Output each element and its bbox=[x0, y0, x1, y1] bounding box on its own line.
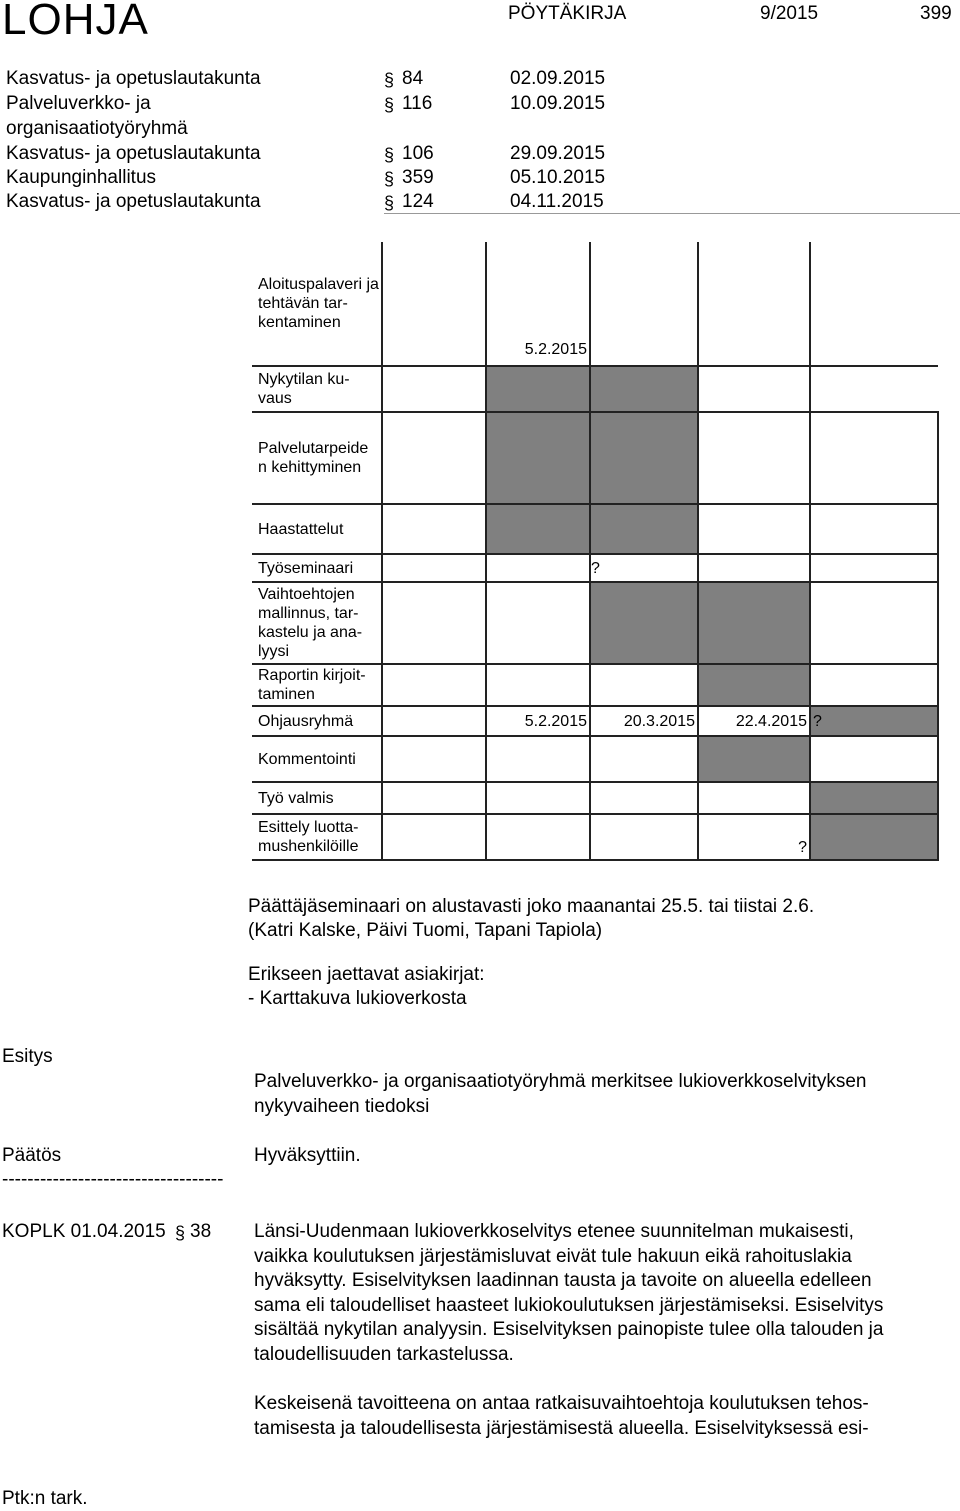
schedule-date: ? bbox=[810, 706, 938, 736]
koplk-paragraph-line: sama eli taloudelliset haasteet lukiokoulutuksen järjestämiseksi. Esiselvitys bbox=[254, 1294, 884, 1316]
schedule-task-label: Työ valmis bbox=[252, 782, 382, 814]
separator-line: ----------------------------------- bbox=[2, 1169, 224, 1190]
history-section: 116 bbox=[402, 93, 433, 114]
schedule-bar bbox=[698, 736, 810, 782]
seminar-note: Päättäjäseminaari on alustavasti joko maanantai 25.5. tai tiistai 2.6. bbox=[248, 896, 815, 917]
schedule-bar bbox=[486, 412, 590, 504]
paatos-label: Päätös bbox=[2, 1145, 62, 1166]
persons-note: (Katri Kalske, Päivi Tuomi, Tapani Tapiola) bbox=[248, 920, 603, 941]
history-body: Kasvatus- ja opetuslautakunta bbox=[6, 191, 261, 212]
history-date: 10.09.2015 bbox=[510, 93, 606, 114]
paatos-text: Hyväksyttiin. bbox=[254, 1145, 361, 1166]
minutes-checker-label: Ptk:n tark. bbox=[2, 1488, 88, 1509]
section-sign-icon: § bbox=[384, 95, 395, 115]
history-section: 84 bbox=[402, 68, 424, 89]
schedule-task-label: Aloituspalaveri ja tehtävän tar-kentaminen bbox=[252, 242, 382, 366]
schedule-task-label: Työseminaari bbox=[252, 554, 382, 582]
schedule-row bbox=[252, 782, 938, 814]
schedule-bar bbox=[698, 664, 810, 706]
schedule-bar bbox=[810, 782, 938, 814]
schedule-row bbox=[252, 664, 938, 706]
history-body: Kasvatus- ja opetuslautakunta bbox=[6, 68, 261, 89]
schedule-date: 5.2.2015 bbox=[486, 242, 590, 366]
history-date: 04.11.2015 bbox=[510, 191, 604, 212]
history-date: 29.09.2015 bbox=[510, 143, 606, 164]
section-sign-icon: § bbox=[384, 70, 395, 90]
schedule-bar bbox=[698, 582, 810, 664]
koplk-paragraph-line: tamisesta ja taloudellisesta järjestämisestä alueella. Esiselvityksessä esi- bbox=[254, 1417, 869, 1439]
section-sign-icon: § bbox=[384, 145, 395, 165]
esitys-label: Esitys bbox=[2, 1046, 53, 1067]
koplk-section: 38 bbox=[190, 1221, 212, 1242]
schedule-task-label: Vaihtoehtojen mallinnus, tar-kastelu ja ana-lyysi bbox=[252, 582, 382, 664]
koplk-paragraph-line: vaikka koulutuksen järjestämisluvat eivät tule hakuun eikä rahoituslakia bbox=[254, 1245, 852, 1267]
attachment-item: - Karttakuva lukioverkosta bbox=[248, 988, 467, 1009]
schedule-table bbox=[252, 242, 939, 861]
esitys-text: nykyvaiheen tiedoksi bbox=[254, 1096, 430, 1117]
history-section: 106 bbox=[402, 143, 434, 164]
schedule-task-label: Raportin kirjoit-taminen bbox=[252, 664, 382, 706]
koplk-paragraph-line: taloudellisuuden tarkastelussa. bbox=[254, 1343, 514, 1365]
document-type: PÖYTÄKIRJA bbox=[508, 3, 627, 24]
koplk-paragraph-line: Länsi-Uudenmaan lukioverkkoselvitys etenee suunnitelman mukaisesti, bbox=[254, 1221, 854, 1242]
attachments-heading: Erikseen jaettavat asiakirjat: bbox=[248, 964, 485, 985]
section-sign-icon: § bbox=[384, 193, 395, 213]
lohja-logo: LOHJA bbox=[2, 0, 149, 44]
schedule-date: ? bbox=[698, 814, 810, 860]
esitys-text: Palveluverkko- ja organisaatiotyöryhmä merkitsee lukioverkkoselvityksen bbox=[254, 1071, 867, 1092]
schedule-row bbox=[252, 736, 938, 782]
schedule-task-label: Nykytilan ku-vaus bbox=[252, 366, 382, 412]
schedule-bar bbox=[590, 412, 698, 504]
schedule-date: 22.4.2015 bbox=[698, 706, 810, 736]
document-number: 9/2015 bbox=[760, 3, 819, 24]
history-body: Palveluverkko- ja bbox=[6, 93, 151, 114]
schedule-row bbox=[252, 582, 938, 664]
schedule-task-label: Palvelutarpeide n kehittyminen bbox=[252, 412, 382, 504]
schedule-task-label: Ohjausryhmä bbox=[252, 706, 382, 736]
schedule-bar bbox=[590, 582, 698, 664]
koplk-label: KOPLK 01.04.2015 bbox=[2, 1221, 166, 1242]
history-divider bbox=[384, 213, 960, 214]
koplk-paragraph-line: hyväksytty. Esiselvityksen laadinnan tausta ja tavoite on alueella edelleen bbox=[254, 1270, 872, 1291]
history-section: 359 bbox=[402, 167, 434, 188]
page-number: 399 bbox=[920, 3, 952, 24]
schedule-row bbox=[252, 504, 938, 554]
schedule-task-label: Haastattelut bbox=[252, 504, 382, 554]
schedule-row bbox=[252, 412, 938, 504]
section-sign-icon: § bbox=[384, 169, 395, 189]
schedule-bar bbox=[590, 504, 698, 554]
schedule-row bbox=[252, 814, 938, 860]
schedule-bar bbox=[590, 366, 698, 412]
schedule-task-label: Kommentointi bbox=[252, 736, 382, 782]
schedule-row bbox=[252, 242, 938, 366]
section-sign-icon: § bbox=[175, 1223, 186, 1243]
history-date: 05.10.2015 bbox=[510, 167, 606, 188]
schedule-bar bbox=[810, 814, 938, 860]
schedule-bar bbox=[486, 366, 590, 412]
history-date: 02.09.2015 bbox=[510, 68, 606, 89]
schedule-row bbox=[252, 706, 938, 736]
schedule-date: 5.2.2015 bbox=[486, 706, 590, 736]
history-body: Kasvatus- ja opetuslautakunta bbox=[6, 143, 261, 164]
schedule-date: 20.3.2015 bbox=[590, 706, 698, 736]
koplk-paragraph-line: Keskeisenä tavoitteena on antaa ratkaisuvaihtoehtoja koulutuksen tehos- bbox=[254, 1393, 869, 1414]
schedule-bar bbox=[486, 504, 590, 554]
schedule-row bbox=[252, 366, 938, 412]
schedule-date: ? bbox=[590, 554, 698, 582]
schedule-row bbox=[252, 554, 938, 582]
history-body: Kaupunginhallitus bbox=[6, 167, 157, 188]
history-body-cont: organisaatiotyöryhmä bbox=[6, 118, 188, 139]
schedule-task-label: Esittely luotta-mushenkilöille bbox=[252, 814, 382, 860]
koplk-paragraph-line: sisältää nykytilan analyysin. Esiselvityksen painopiste tulee olla talouden ja bbox=[254, 1319, 884, 1340]
history-section: 124 bbox=[402, 191, 434, 212]
